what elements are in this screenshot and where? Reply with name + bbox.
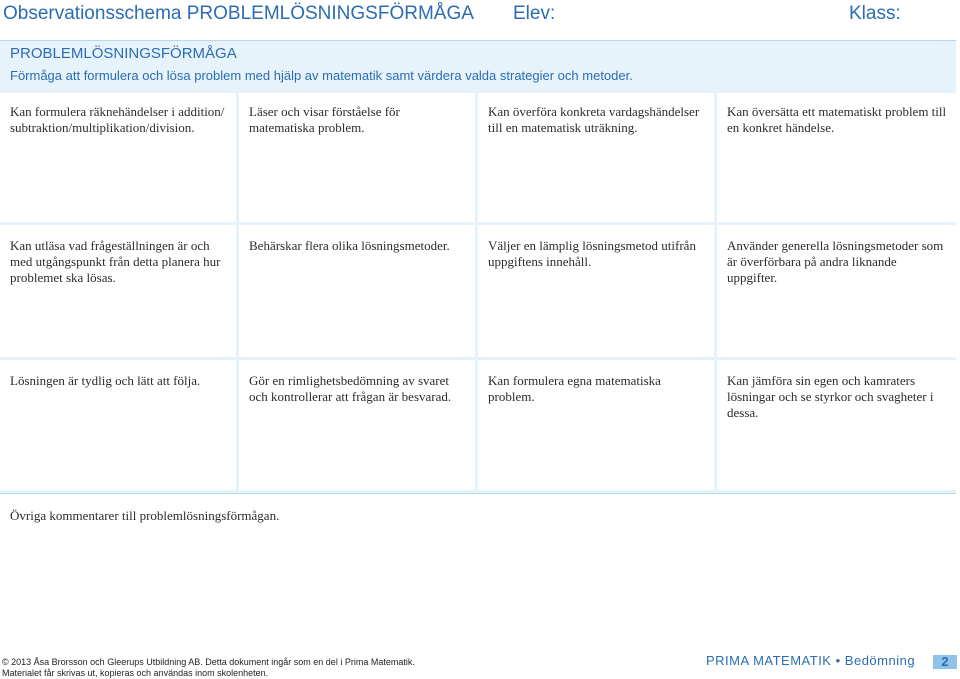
comments-box[interactable] [0,493,956,632]
criteria-cell[interactable] [239,360,475,490]
criteria-text: Läser och visar förståelse för matematiska problem. [249,104,400,135]
criteria-text: Väljer en lämplig lösningsmetod utifrån uppgiftens innehåll. [488,238,696,269]
criteria-cell[interactable] [717,360,956,490]
comments-label: Övriga kommentarer till problemlösningsförmågan. [10,508,280,523]
criteria-cell[interactable] [0,93,236,222]
page-header [0,0,960,30]
criteria-text: Kan utläsa vad frågeställningen är och med utgångspunkt från detta planera hur problemet ska lösas. [10,238,221,285]
page-number-badge: 2 [933,655,957,669]
criteria-cell[interactable] [717,93,956,222]
section-heading: PROBLEMLÖSNINGSFÖRMÅGA [10,45,237,62]
criteria-text: Kan översätta ett matematiskt problem till en konkret händelse. [727,104,947,135]
copyright-line: © 2013 Åsa Brorsson och Gleerups Utbildning AB. Detta dokument ingår som en del i Prima Matematik. [2,657,415,667]
class-label: Klass: [849,3,901,24]
criteria-cell[interactable] [239,93,475,222]
criteria-text: Lösningen är tydlig och lätt att följa. [10,373,201,388]
criteria-cell[interactable] [478,93,714,222]
observation-sheet [0,40,956,632]
criteria-text: Gör en rimlighetsbedömning av svaret och kontrollerar att frågan är besvarad. [249,373,452,404]
criteria-text: Kan överföra konkreta vardagshändelser till en matematisk uträkning. [488,104,700,135]
student-label: Elev: [513,3,556,24]
document-title: Observationsschema PROBLEMLÖSNINGSFÖRMÅGA [3,3,474,24]
criteria-cell[interactable] [0,225,236,357]
brand-separator: • [835,653,841,668]
page-footer [0,654,960,679]
copyright-line: Materialet får skrivas ut, kopieras och användas inom skolenheten. [2,668,269,678]
section-subheading: Förmåga att formulera och lösa problem med hjälp av matematik samt värdera valda strategier och metoder. [10,68,633,83]
brand-name: PRIMA MATEMATIK [706,653,832,668]
brand-label [706,655,915,666]
criteria-text: Behärskar flera olika lösningsmetoder. [249,238,450,253]
criteria-cell[interactable] [478,225,714,357]
section-name: Bedömning [844,653,916,668]
criteria-cell[interactable] [717,225,956,357]
criteria-cell[interactable] [239,225,475,357]
criteria-text: Använder generella lösningsmetoder som är överförbara på andra liknande uppgifter. [727,238,944,285]
criteria-text: Kan formulera egna matematiska problem. [488,373,661,404]
criteria-cell[interactable] [478,360,714,490]
criteria-text: Kan jämföra sin egen och kamraters lösningar och se styrkor och svagheter i dessa. [727,373,934,420]
criteria-cell[interactable] [0,360,236,490]
criteria-text: Kan formulera räknehändelser i addition/ subtraktion/multiplikation/division. [10,104,225,135]
